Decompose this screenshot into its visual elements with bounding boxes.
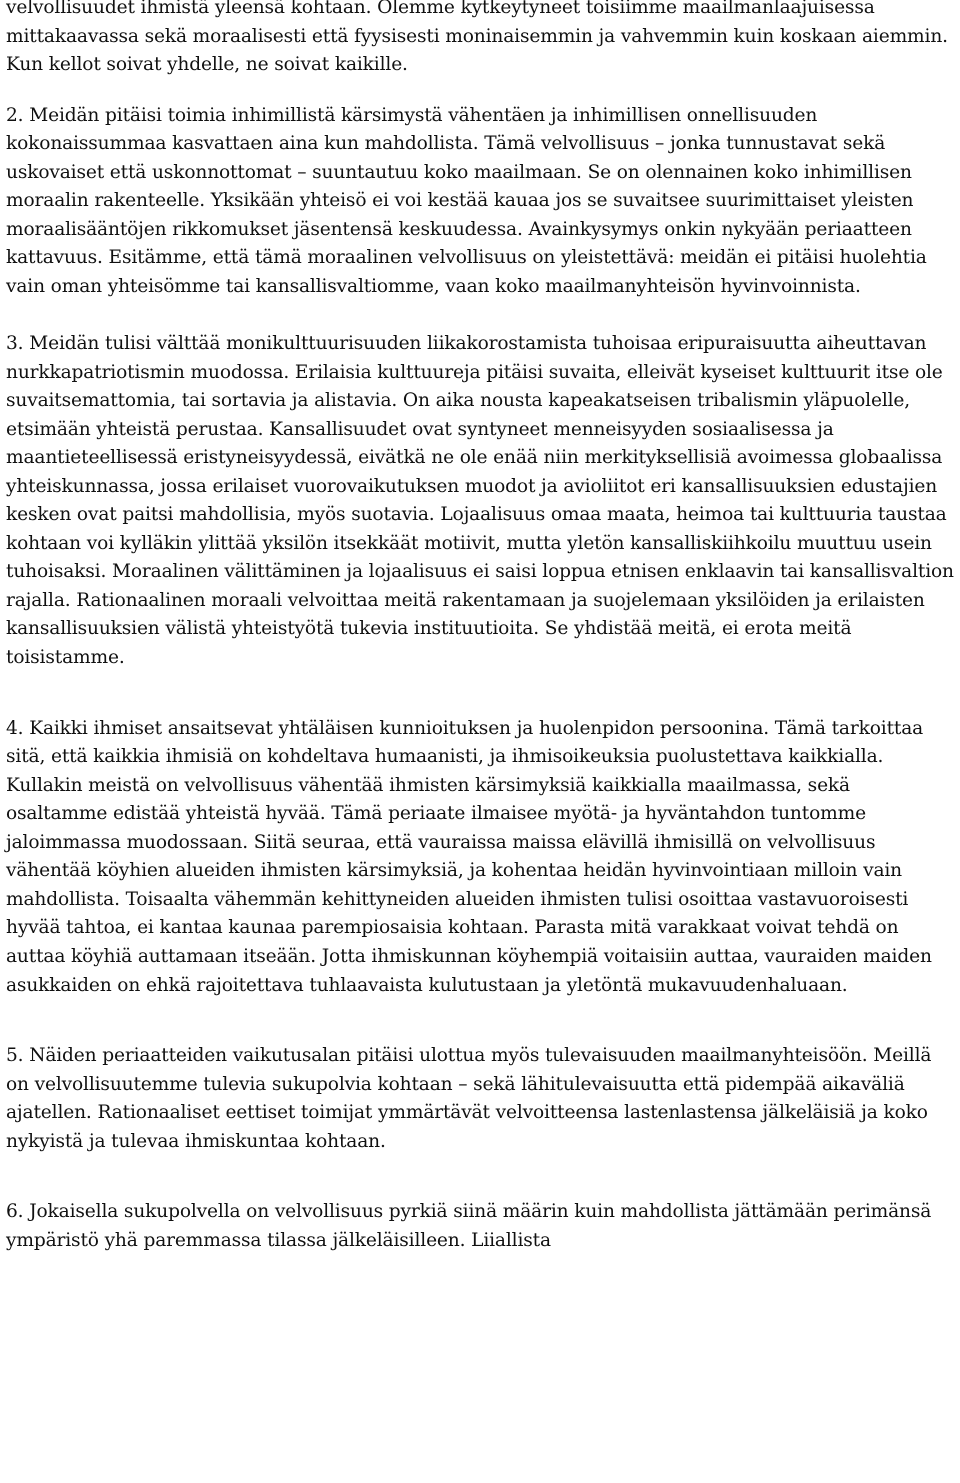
paragraph-spacer bbox=[6, 673, 954, 715]
paragraph-spacer bbox=[6, 301, 954, 330]
document-page bbox=[6, 0, 954, 1255]
paragraph-3: 3. Meidän tulisi välttää monikulttuurisuuden liikakorostamista tuhoisaa eripuraisuutta aiheuttavan nurkkapatriotismin muodossa. Erilaisia kulttuureja pitäisi suvaita, elleivät kyseiset kulttuurit itse ole suvaitsemattomia, tai sortavia ja alistavia. On aika nousta kapeakatseisen tribalismin yläpuolelle, etsimään yhteistä perustaa. Kansallisuudet ovat syntyneet menneisyyden sosiaalisessa ja maantieteellisessä eristyneisyydessä, eivätkä ne ole enää niin merkityksellisiä avoimessa globaalissa yhteiskunnassa, jossa erilaiset vuorovaikutuksen muodot ja avioliitot eri kansallisuuksien edustajien kesken ovat paitsi mahdollisia, myös suotavia. Lojaalisuus omaa maata, heimoa tai kulttuuria taustaa kohtaan voi kylläkin ylittää yksilön itsekkäät motiivit, mutta yletön kansalliskiihkoilu muuttuu usein tuhoisaksi. Moraalinen välittäminen ja lojaalisuus ei saisi loppua etnisen enklaavin tai kansallisvaltion rajalla. Rationaalinen moraali velvoittaa meitä rakentamaan ja suojelemaan yksilöiden ja erilaisten kansallisuuksien välistä yhteistyötä tukevia instituutioita. Se yhdistää meitä, ei erota meitä toisistamme. bbox=[6, 333, 954, 669]
paragraph-spacer bbox=[6, 1000, 954, 1042]
paragraph-6: 6. Jokaisella sukupolvella on velvollisuus pyrkiä siinä määrin kuin mahdollista jättämään perimänsä ympäristö yhä paremmassa tilassa jälkeläisilleen. Liiallista bbox=[6, 1201, 932, 1251]
paragraph-4: 4. Kaikki ihmiset ansaitsevat yhtäläisen kunnioituksen ja huolenpidon persoonina. Tämä tarkoittaa sitä, että kaikkia ihmisiä on kohdeltava humaanisti, ja ihmisoikeuksia puolustettava kaikkialla. Kullakin meistä on velvollisuus vähentää ihmisten kärsimyksiä kaikkialla maailmassa, sekä osaltamme edistää yhteistä hyvää. Tämä periaate ilmaisee myötä- ja hyväntahdon tuntomme jaloimmassa muodossaan. Siitä seuraa, että vauraissa maissa elävillä ihmisillä on velvollisuus vähentää köyhien alueiden ihmisten kärsimyksiä, ja kohentaa heidän hyvinvointiaan milloin vain mahdollista. Toisaalta vähemmän kehittyneiden alueiden ihmisten tulisi osoittaa vastavuoroisesti hyvää tahtoa, ei kantaa kaunaa parempiosaisia kohtaan. Parasta mitä varakkaat voivat tehdä on auttaa köyhiä auttamaan itseään. Jotta ihmiskunnan köyhempiä voitaisiin auttaa, vauraiden maiden asukkaiden on ehkä rajoitettava tuhlaavaista kulutustaan ja yletöntä mukavuudenhaluaan. bbox=[6, 717, 932, 996]
paragraph-2: 2. Meidän pitäisi toimia inhimillistä kärsimystä vähentäen ja inhimillisen onnellisuuden kokonaissummaa kasvattaen aina kun mahdollista. Tämä velvollisuus – jonka tunnustavat sekä uskovaiset että uskonnottomat – suuntautuu koko maailmaan. Se on olennainen koko inhimillisen moraalin rakenteelle. Yksikään yhteisö ei voi kestää kauaa jos se suvaitsee suurimittaiset yleisten moraalisääntöjen rikkomukset jäsentensä keskuudessa. Avainkysymys onkin nykyään periaatteen kattavuus. Esitämme, että tämä moraalinen velvollisuus on yleistettävä: meidän ei pitäisi huolehtia vain oman yhteisömme tai kansallisvaltiomme, vaan koko maailmanyhteisön hyvinvoinnista. bbox=[6, 104, 927, 297]
paragraph-1-continuation: velvollisuudet ihmistä yleensä kohtaan. Olemme kytkeytyneet toisiimme maailmanlaajuisessa mittakaavassa sekä moraalisesti että fyysisesti moninaisemmin ja vahvemmin kuin koskaan aiemmin. Kun kellot soivat yhdelle, ne soivat kaikille. bbox=[6, 0, 948, 76]
paragraph-5: 5. Näiden periaatteiden vaikutusalan pitäisi ulottua myös tulevaisuuden maailmanyhteisöön. Meillä on velvollisuutemme tulevia sukupolvia kohtaan – sekä lähitulevaisuutta että pidempää aikaväliä ajatellen. Rationaaliset eettiset toimijat ymmärtävät velvoitteensa lastenlastensa jälkeläisiä ja koko nykyistä ja tulevaa ihmiskuntaa kohtaan. bbox=[6, 1045, 932, 1152]
paragraph-spacer bbox=[6, 1156, 954, 1198]
paragraph-spacer bbox=[6, 80, 954, 102]
